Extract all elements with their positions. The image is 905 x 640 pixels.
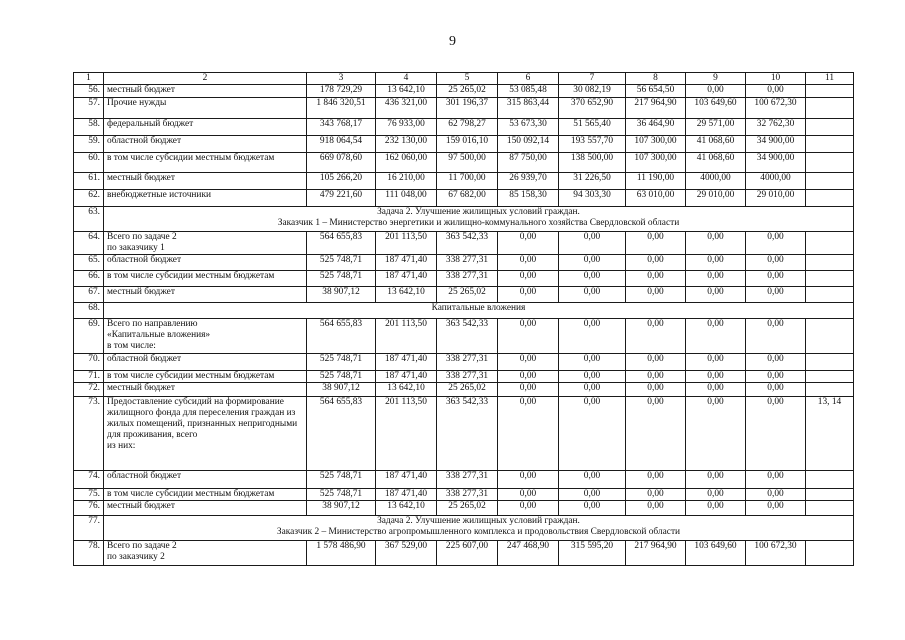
value-cell: 564 655,83 bbox=[307, 397, 376, 471]
value-cell: 159 016,10 bbox=[437, 136, 498, 153]
value-cell: 525 748,71 bbox=[307, 371, 376, 383]
value-cell: 0,00 bbox=[746, 501, 806, 516]
value-cell: 53 673,30 bbox=[498, 119, 559, 136]
value-cell: 0,00 bbox=[686, 371, 746, 383]
column-number-cell: 7 bbox=[559, 73, 626, 85]
value-cell bbox=[806, 153, 854, 173]
value-cell: 0,00 bbox=[746, 319, 806, 354]
value-cell: 0,00 bbox=[498, 383, 559, 397]
row-label-cell: областной бюджет bbox=[104, 471, 307, 489]
value-cell: 0,00 bbox=[498, 255, 559, 271]
row-number-cell: 56. bbox=[74, 85, 104, 98]
value-cell: 0,00 bbox=[626, 255, 686, 271]
value-cell: 0,00 bbox=[746, 287, 806, 303]
row-label-cell: местный бюджет bbox=[104, 173, 307, 190]
value-cell: 0,00 bbox=[686, 501, 746, 516]
row-label-cell: местный бюджет bbox=[104, 501, 307, 516]
value-cell: 0,00 bbox=[686, 287, 746, 303]
value-cell bbox=[806, 271, 854, 287]
table-row bbox=[74, 98, 854, 119]
value-cell: 51 565,40 bbox=[559, 119, 626, 136]
section-heading-cell bbox=[104, 516, 854, 541]
value-cell bbox=[806, 98, 854, 119]
value-cell: 0,00 bbox=[559, 471, 626, 489]
value-cell: 201 113,50 bbox=[376, 232, 437, 255]
value-cell: 343 768,17 bbox=[307, 119, 376, 136]
value-cell: 94 303,30 bbox=[559, 190, 626, 207]
value-cell: 0,00 bbox=[626, 383, 686, 397]
value-cell: 0,00 bbox=[559, 232, 626, 255]
value-cell: 0,00 bbox=[626, 271, 686, 287]
value-cell bbox=[806, 173, 854, 190]
value-cell: 16 210,00 bbox=[376, 173, 437, 190]
value-cell: 76 933,00 bbox=[376, 119, 437, 136]
value-cell bbox=[806, 501, 854, 516]
value-cell: 669 078,60 bbox=[307, 153, 376, 173]
value-cell: 29 010,00 bbox=[686, 190, 746, 207]
row-number-cell: 68. bbox=[74, 303, 104, 319]
value-cell: 107 300,00 bbox=[626, 153, 686, 173]
table-row bbox=[74, 489, 854, 501]
value-cell: 338 277,31 bbox=[437, 489, 498, 501]
value-cell: 363 542,33 bbox=[437, 397, 498, 471]
value-cell: 0,00 bbox=[498, 287, 559, 303]
value-cell: 34 900,00 bbox=[746, 153, 806, 173]
value-cell: 338 277,31 bbox=[437, 255, 498, 271]
row-label-cell: в том числе субсидии местным бюджетам bbox=[104, 271, 307, 287]
value-cell: 338 277,31 bbox=[437, 371, 498, 383]
value-cell: 11 700,00 bbox=[437, 173, 498, 190]
value-cell: 0,00 bbox=[746, 489, 806, 501]
value-cell: 100 672,30 bbox=[746, 98, 806, 119]
row-number-cell: 57. bbox=[74, 98, 104, 119]
row-number-cell: 62. bbox=[74, 190, 104, 207]
value-cell: 0,00 bbox=[626, 489, 686, 501]
value-cell: 0,00 bbox=[746, 397, 806, 471]
value-cell: 370 652,90 bbox=[559, 98, 626, 119]
value-cell: 25 265,02 bbox=[437, 383, 498, 397]
value-cell: 0,00 bbox=[559, 354, 626, 371]
table-row bbox=[74, 471, 854, 489]
value-cell: 0,00 bbox=[626, 397, 686, 471]
value-cell: 105 266,20 bbox=[307, 173, 376, 190]
value-cell: 0,00 bbox=[559, 501, 626, 516]
value-cell: 34 900,00 bbox=[746, 136, 806, 153]
value-cell: 479 221,60 bbox=[307, 190, 376, 207]
row-label-cell: в том числе субсидии местным бюджетам bbox=[104, 153, 307, 173]
value-cell: 0,00 bbox=[559, 287, 626, 303]
value-cell: 13 642,10 bbox=[376, 501, 437, 516]
value-cell bbox=[806, 119, 854, 136]
value-cell: 30 082,19 bbox=[559, 85, 626, 98]
value-cell: 0,00 bbox=[498, 319, 559, 354]
column-number-cell: 9 bbox=[686, 73, 746, 85]
value-cell: 0,00 bbox=[498, 232, 559, 255]
value-cell: 11 190,00 bbox=[626, 173, 686, 190]
value-cell bbox=[806, 354, 854, 371]
table-row bbox=[74, 319, 854, 354]
value-cell: 63 010,00 bbox=[626, 190, 686, 207]
value-cell: 525 748,71 bbox=[307, 471, 376, 489]
table-row bbox=[74, 541, 854, 566]
row-label-cell: внебюджетные источники bbox=[104, 190, 307, 207]
value-cell: 232 130,00 bbox=[376, 136, 437, 153]
value-cell: 0,00 bbox=[746, 271, 806, 287]
value-cell: 0,00 bbox=[686, 232, 746, 255]
value-cell: 29 571,00 bbox=[686, 119, 746, 136]
value-cell: 187 471,40 bbox=[376, 271, 437, 287]
page-number: 9 bbox=[449, 34, 456, 49]
row-number-cell: 73. bbox=[74, 397, 104, 471]
row-number-cell: 63. bbox=[74, 207, 104, 232]
column-number-cell: 11 bbox=[806, 73, 854, 85]
row-label-cell: Всего по задаче 2 по заказчику 1 bbox=[104, 232, 307, 255]
value-cell: 13 642,10 bbox=[376, 287, 437, 303]
table-row bbox=[74, 287, 854, 303]
row-number-cell: 59. bbox=[74, 136, 104, 153]
value-cell: 53 085,48 bbox=[498, 85, 559, 98]
column-number-cell: 4 bbox=[376, 73, 437, 85]
value-cell: 187 471,40 bbox=[376, 371, 437, 383]
value-cell: 338 277,31 bbox=[437, 471, 498, 489]
value-cell: 0,00 bbox=[626, 232, 686, 255]
table-row bbox=[74, 303, 854, 319]
value-cell: 0,00 bbox=[686, 255, 746, 271]
value-cell bbox=[806, 489, 854, 501]
table-row bbox=[74, 190, 854, 207]
value-cell: 0,00 bbox=[559, 255, 626, 271]
value-cell: 0,00 bbox=[626, 287, 686, 303]
value-cell: 0,00 bbox=[746, 255, 806, 271]
value-cell: 525 748,71 bbox=[307, 271, 376, 287]
value-cell: 4000,00 bbox=[746, 173, 806, 190]
value-cell: 187 471,40 bbox=[376, 354, 437, 371]
value-cell: 1 846 320,51 bbox=[307, 98, 376, 119]
table-row bbox=[74, 136, 854, 153]
row-number-cell: 58. bbox=[74, 119, 104, 136]
value-cell: 0,00 bbox=[626, 471, 686, 489]
row-label-cell: областной бюджет bbox=[104, 255, 307, 271]
table-row bbox=[74, 501, 854, 516]
value-cell: 107 300,00 bbox=[626, 136, 686, 153]
value-cell: 97 500,00 bbox=[437, 153, 498, 173]
value-cell: 67 682,00 bbox=[437, 190, 498, 207]
value-cell bbox=[806, 541, 854, 566]
row-number-cell: 60. bbox=[74, 153, 104, 173]
value-cell: 0,00 bbox=[626, 501, 686, 516]
value-cell: 150 092,14 bbox=[498, 136, 559, 153]
row-number-cell: 64. bbox=[74, 232, 104, 255]
value-cell: 564 655,83 bbox=[307, 319, 376, 354]
value-cell: 0,00 bbox=[686, 271, 746, 287]
value-cell: 217 964,90 bbox=[626, 98, 686, 119]
table-row bbox=[74, 119, 854, 136]
value-cell: 56 654,50 bbox=[626, 85, 686, 98]
value-cell: 138 500,00 bbox=[559, 153, 626, 173]
table-row bbox=[74, 371, 854, 383]
column-number-cell: 5 bbox=[437, 73, 498, 85]
value-cell: 0,00 bbox=[746, 354, 806, 371]
row-number-cell: 65. bbox=[74, 255, 104, 271]
column-number-cell: 8 bbox=[626, 73, 686, 85]
value-cell: 0,00 bbox=[686, 354, 746, 371]
value-cell: 187 471,40 bbox=[376, 471, 437, 489]
table-row bbox=[74, 173, 854, 190]
value-cell: 217 964,90 bbox=[626, 541, 686, 566]
row-label-cell: в том числе субсидии местным бюджетам bbox=[104, 489, 307, 501]
row-number-cell: 72. bbox=[74, 383, 104, 397]
value-cell: 0,00 bbox=[498, 354, 559, 371]
value-cell: 525 748,71 bbox=[307, 255, 376, 271]
value-cell: 0,00 bbox=[498, 471, 559, 489]
value-cell: 201 113,50 bbox=[376, 319, 437, 354]
value-cell bbox=[806, 471, 854, 489]
value-cell: 564 655,83 bbox=[307, 232, 376, 255]
row-number-cell: 61. bbox=[74, 173, 104, 190]
value-cell: 0,00 bbox=[686, 319, 746, 354]
value-cell: 41 068,60 bbox=[686, 153, 746, 173]
value-cell: 0,00 bbox=[498, 271, 559, 287]
value-cell: 0,00 bbox=[686, 489, 746, 501]
column-number-cell: 3 bbox=[307, 73, 376, 85]
row-label-cell: Прочие нужды bbox=[104, 98, 307, 119]
value-cell: 1 578 486,90 bbox=[307, 541, 376, 566]
value-cell: 225 607,00 bbox=[437, 541, 498, 566]
value-cell: 363 542,33 bbox=[437, 232, 498, 255]
table-row bbox=[74, 354, 854, 371]
value-cell: 0,00 bbox=[746, 383, 806, 397]
row-label-cell: местный бюджет bbox=[104, 85, 307, 98]
table-row bbox=[74, 255, 854, 271]
value-cell: 0,00 bbox=[746, 232, 806, 255]
section-heading: Задача 2. Улучшение жилищных условий граждан. bbox=[377, 516, 580, 526]
value-cell: 315 863,44 bbox=[498, 98, 559, 119]
value-cell: 315 595,20 bbox=[559, 541, 626, 566]
value-cell: 103 649,60 bbox=[686, 98, 746, 119]
value-cell: 25 265,02 bbox=[437, 287, 498, 303]
value-cell: 193 557,70 bbox=[559, 136, 626, 153]
value-cell: 62 798,27 bbox=[437, 119, 498, 136]
row-label-cell: Всего по задаче 2 по заказчику 2 bbox=[104, 541, 307, 566]
value-cell: 38 907,12 bbox=[307, 383, 376, 397]
row-label-cell: местный бюджет bbox=[104, 383, 307, 397]
value-cell: 31 226,50 bbox=[559, 173, 626, 190]
row-label-cell: Предоставление субсидий на формирование жилищного фонда для переселения граждан из жилых помещений, признанных непригодными для проживания, всего из них: bbox=[104, 397, 307, 471]
row-label-cell: областной бюджет bbox=[104, 136, 307, 153]
row-number-cell: 78. bbox=[74, 541, 104, 566]
table-header-row bbox=[74, 73, 854, 85]
value-cell: 36 464,90 bbox=[626, 119, 686, 136]
row-label-cell: областной бюджет bbox=[104, 354, 307, 371]
value-cell: 247 468,90 bbox=[498, 541, 559, 566]
row-number-cell: 69. bbox=[74, 319, 104, 354]
value-cell: 0,00 bbox=[626, 354, 686, 371]
value-cell: 0,00 bbox=[559, 489, 626, 501]
row-number-cell: 66. bbox=[74, 271, 104, 287]
value-cell: 13 642,10 bbox=[376, 383, 437, 397]
row-number-cell: 77. bbox=[74, 516, 104, 541]
value-cell: 187 471,40 bbox=[376, 255, 437, 271]
table-row bbox=[74, 232, 854, 255]
value-cell: 918 064,54 bbox=[307, 136, 376, 153]
column-number-cell: 10 bbox=[746, 73, 806, 85]
row-number-cell: 71. bbox=[74, 371, 104, 383]
value-cell: 111 048,00 bbox=[376, 190, 437, 207]
value-cell: 13 642,10 bbox=[376, 85, 437, 98]
value-cell: 29 010,00 bbox=[746, 190, 806, 207]
value-cell: 25 265,02 bbox=[437, 85, 498, 98]
value-cell: 338 277,31 bbox=[437, 354, 498, 371]
value-cell: 0,00 bbox=[498, 489, 559, 501]
value-cell: 436 321,00 bbox=[376, 98, 437, 119]
value-cell: 0,00 bbox=[498, 397, 559, 471]
value-cell bbox=[806, 319, 854, 354]
value-cell: 41 068,60 bbox=[686, 136, 746, 153]
value-cell: 187 471,40 bbox=[376, 489, 437, 501]
value-cell: 0,00 bbox=[498, 371, 559, 383]
value-cell: 0,00 bbox=[559, 383, 626, 397]
table-row bbox=[74, 516, 854, 541]
value-cell: 338 277,31 bbox=[437, 271, 498, 287]
value-cell: 525 748,71 bbox=[307, 489, 376, 501]
row-number-cell: 70. bbox=[74, 354, 104, 371]
row-number-cell: 75. bbox=[74, 489, 104, 501]
section-customer: Заказчик 1 – Министерство энергетики и жилищно-коммунального хозяйства Свердловской области bbox=[277, 218, 680, 228]
value-cell bbox=[806, 287, 854, 303]
value-cell: 0,00 bbox=[686, 85, 746, 98]
value-cell: 87 750,00 bbox=[498, 153, 559, 173]
value-cell bbox=[806, 190, 854, 207]
section-heading-cell bbox=[104, 303, 854, 319]
value-cell: 103 649,60 bbox=[686, 541, 746, 566]
table-row bbox=[74, 271, 854, 287]
value-cell: 0,00 bbox=[559, 371, 626, 383]
value-cell: 4000,00 bbox=[686, 173, 746, 190]
value-cell: 0,00 bbox=[686, 471, 746, 489]
column-number-cell: 1 bbox=[74, 73, 104, 85]
column-number-cell: 2 bbox=[104, 73, 307, 85]
value-cell: 38 907,12 bbox=[307, 501, 376, 516]
value-cell: 201 113,50 bbox=[376, 397, 437, 471]
table-row bbox=[74, 207, 854, 232]
row-number-cell: 76. bbox=[74, 501, 104, 516]
value-cell: 367 529,00 bbox=[376, 541, 437, 566]
value-cell: 0,00 bbox=[559, 271, 626, 287]
value-cell bbox=[806, 371, 854, 383]
section-heading: Задача 2. Улучшение жилищных условий граждан. bbox=[377, 207, 580, 217]
value-cell bbox=[806, 255, 854, 271]
value-cell: 32 762,30 bbox=[746, 119, 806, 136]
value-cell: 363 542,33 bbox=[437, 319, 498, 354]
value-cell: 0,00 bbox=[626, 371, 686, 383]
value-cell: 0,00 bbox=[686, 383, 746, 397]
value-cell: 0,00 bbox=[498, 501, 559, 516]
value-cell bbox=[806, 232, 854, 255]
value-cell: 162 060,00 bbox=[376, 153, 437, 173]
value-cell: 0,00 bbox=[746, 371, 806, 383]
value-cell: 178 729,29 bbox=[307, 85, 376, 98]
table-row bbox=[74, 85, 854, 98]
value-cell: 0,00 bbox=[746, 85, 806, 98]
budget-table bbox=[73, 72, 854, 566]
row-label-cell: местный бюджет bbox=[104, 287, 307, 303]
value-cell bbox=[806, 136, 854, 153]
section-customer: Заказчик 2 – Министерство агропромышленного комплекса и продовольствия Свердловской области bbox=[276, 527, 681, 537]
value-cell: 26 939,70 bbox=[498, 173, 559, 190]
value-cell: 0,00 bbox=[559, 319, 626, 354]
table-row bbox=[74, 383, 854, 397]
column-number-cell: 6 bbox=[498, 73, 559, 85]
row-label-cell: Всего по направлению «Капитальные вложения» в том числе: bbox=[104, 319, 307, 354]
value-cell bbox=[806, 383, 854, 397]
row-label-cell: в том числе субсидии местным бюджетам bbox=[104, 371, 307, 383]
value-cell: 0,00 bbox=[559, 397, 626, 471]
value-cell bbox=[806, 85, 854, 98]
value-cell: 38 907,12 bbox=[307, 287, 376, 303]
value-cell: 25 265,02 bbox=[437, 501, 498, 516]
section-heading-cell bbox=[104, 207, 854, 232]
row-number-cell: 67. bbox=[74, 287, 104, 303]
value-cell: 13, 14 bbox=[806, 397, 854, 471]
table-row bbox=[74, 397, 854, 471]
value-cell: 0,00 bbox=[746, 471, 806, 489]
value-cell: 0,00 bbox=[686, 397, 746, 471]
row-label-cell: федеральный бюджет bbox=[104, 119, 307, 136]
table-row bbox=[74, 153, 854, 173]
value-cell: 100 672,30 bbox=[746, 541, 806, 566]
value-cell: 301 196,37 bbox=[437, 98, 498, 119]
value-cell: 0,00 bbox=[626, 319, 686, 354]
row-number-cell: 74. bbox=[74, 471, 104, 489]
value-cell: 525 748,71 bbox=[307, 354, 376, 371]
section-heading: Капитальные вложения bbox=[431, 303, 526, 313]
value-cell: 85 158,30 bbox=[498, 190, 559, 207]
